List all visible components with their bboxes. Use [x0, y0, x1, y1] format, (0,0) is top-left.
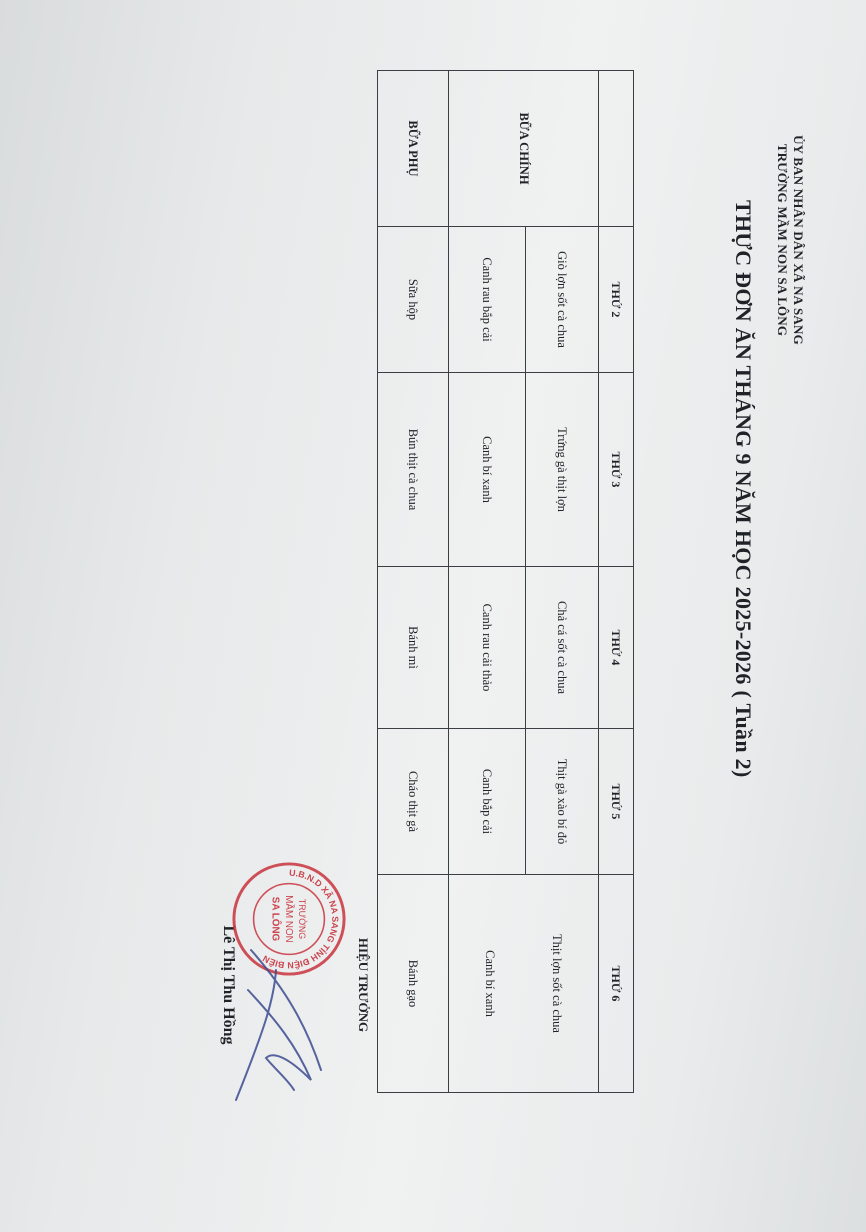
table-cell: Canh bắp cải: [449, 729, 526, 875]
document-title: THỰC ĐƠN ĂN THÁNG 9 NĂM HỌC 2025-2026 ( Tuần 2): [731, 200, 756, 778]
cell-line: Thịt lợn sốt cà chua: [550, 934, 565, 1033]
table-cell: Canh bí xanh: [449, 373, 526, 567]
day-header: THỨ 5: [599, 729, 634, 875]
letterhead: [774, 60, 806, 420]
table-cell: Canh rau bắp cải: [449, 227, 526, 373]
stamp-line: SA LÔNG: [269, 896, 281, 942]
table-row: [378, 71, 449, 1093]
table-cell: [449, 875, 599, 1093]
signer-role: HIỆU TRƯỞNG: [356, 937, 371, 1033]
table-cell: Sữa hộp: [378, 227, 449, 373]
table-header-row: [599, 71, 634, 1093]
authority-name: ỦY BAN NHÂN DÂN XÃ NA SANG: [791, 135, 806, 345]
table-cell: Bánh mì: [378, 567, 449, 729]
table-cell: Thịt gà xào bí đỏ: [526, 729, 599, 875]
day-header: THỨ 2: [599, 227, 634, 373]
signer-name: Lê Thị Thu Hồng: [220, 925, 237, 1045]
handwritten-signature: [226, 930, 346, 1110]
table-cell: Bún thịt cà chua: [378, 373, 449, 567]
side-meal-label: BỮA PHỤ: [378, 71, 449, 227]
day-header: THỨ 6: [599, 875, 634, 1093]
table-cell: Chả cá sốt cà chua: [526, 567, 599, 729]
day-header: THỨ 4: [599, 567, 634, 729]
stamp-line: TRƯỜNG: [296, 898, 307, 940]
corner-cell: [599, 71, 634, 227]
table-cell: Cháo thịt gà: [378, 729, 449, 875]
main-meal-label: BỮA CHÍNH: [449, 71, 599, 227]
stamp-line: MẦM NON: [283, 895, 295, 943]
table-cell: Giò lợn sốt cà chua: [526, 227, 599, 373]
school-name: TRƯỜNG MẦM NON SA LÔNG: [775, 143, 790, 337]
table-cell: Bánh gạo: [378, 875, 449, 1093]
table-cell: Trứng gà thịt lợn: [526, 373, 599, 567]
cell-line: Canh bí xanh: [483, 950, 498, 1017]
menu-table: [377, 70, 634, 1093]
table-cell: Canh rau cải thảo: [449, 567, 526, 729]
day-header: THỨ 3: [599, 373, 634, 567]
table-row: [526, 71, 599, 1093]
stamp-ring-text: U.B.N.D XÃ NA SANG TỈNH ĐIỆN BIÊN: [261, 867, 341, 971]
